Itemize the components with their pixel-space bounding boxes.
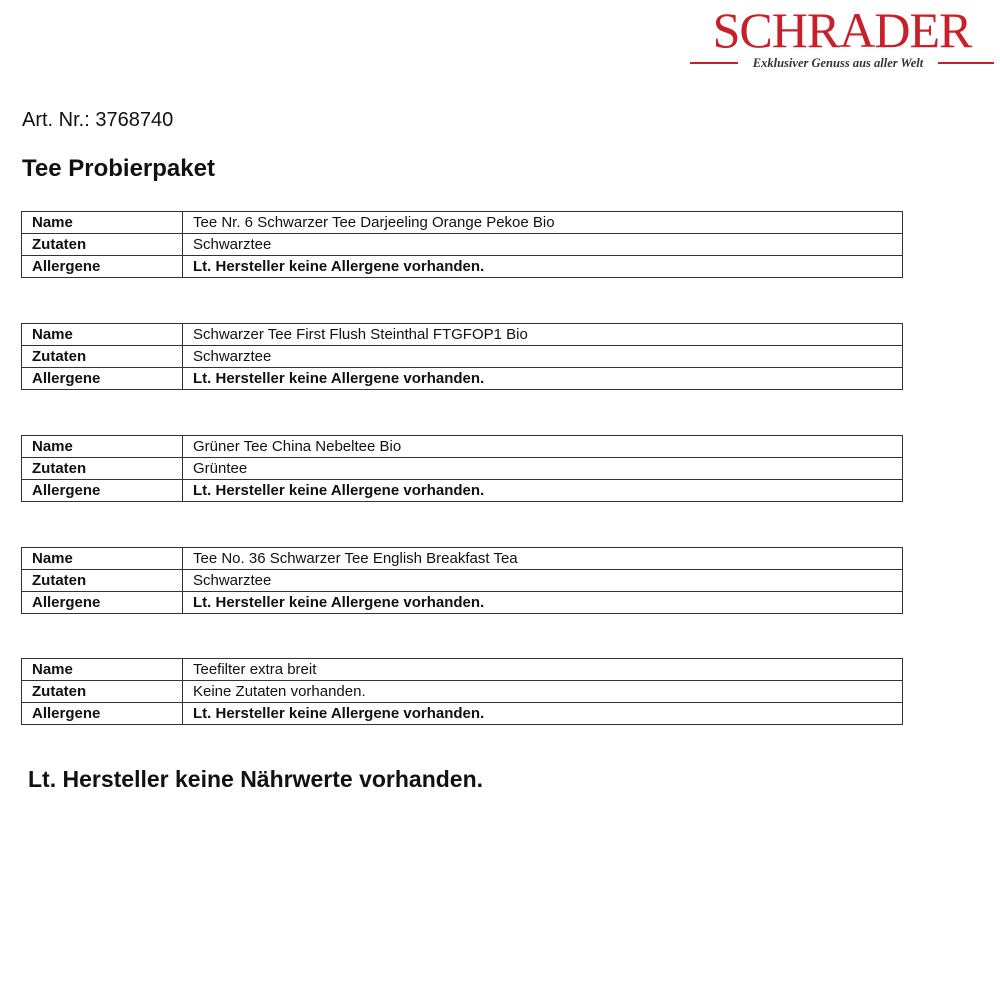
table-row	[22, 570, 903, 592]
product-table	[21, 323, 903, 390]
brand-logo	[690, 2, 994, 70]
table-row	[22, 346, 903, 368]
name-label: Name	[22, 212, 183, 234]
table-row	[22, 703, 903, 725]
table-row	[22, 324, 903, 346]
table-row	[22, 458, 903, 480]
product-ingredients: Grüntee	[183, 458, 903, 480]
allergens-label: Allergene	[22, 703, 183, 725]
product-name: Teefilter extra breit	[183, 659, 903, 681]
product-ingredients: Schwarztee	[183, 346, 903, 368]
article-number: Art. Nr.: 3768740	[22, 109, 174, 131]
product-table	[21, 435, 903, 502]
table-row	[22, 659, 903, 681]
name-label: Name	[22, 324, 183, 346]
logo-rule-left	[690, 62, 738, 64]
table-row	[22, 592, 903, 614]
name-label: Name	[22, 548, 183, 570]
name-label: Name	[22, 659, 183, 681]
product-table	[21, 547, 903, 614]
ingredients-label: Zutaten	[22, 346, 183, 368]
table-row	[22, 681, 903, 703]
table-row	[22, 368, 903, 390]
ingredients-label: Zutaten	[22, 458, 183, 480]
allergens-label: Allergene	[22, 592, 183, 614]
logo-rule-right	[938, 62, 994, 64]
product-allergens: Lt. Hersteller keine Allergene vorhanden.	[183, 256, 903, 278]
brand-name: SCHRADER	[712, 2, 972, 58]
table-row	[22, 480, 903, 502]
table-row	[22, 234, 903, 256]
product-allergens: Lt. Hersteller keine Allergene vorhanden.	[183, 592, 903, 614]
product-table	[21, 211, 903, 278]
product-name: Schwarzer Tee First Flush Steinthal FTGFOP1 Bio	[183, 324, 903, 346]
allergens-label: Allergene	[22, 256, 183, 278]
allergens-label: Allergene	[22, 480, 183, 502]
product-ingredients: Schwarztee	[183, 570, 903, 592]
product-allergens: Lt. Hersteller keine Allergene vorhanden.	[183, 703, 903, 725]
table-row	[22, 212, 903, 234]
ingredients-label: Zutaten	[22, 234, 183, 256]
product-ingredients: Schwarztee	[183, 234, 903, 256]
nutrition-note: Lt. Hersteller keine Nährwerte vorhanden.	[28, 766, 484, 792]
table-row	[22, 256, 903, 278]
product-allergens: Lt. Hersteller keine Allergene vorhanden.	[183, 480, 903, 502]
page-title: Tee Probierpaket	[22, 155, 215, 182]
allergens-label: Allergene	[22, 368, 183, 390]
product-name: Tee Nr. 6 Schwarzer Tee Darjeeling Orange Pekoe Bio	[183, 212, 903, 234]
product-ingredients: Keine Zutaten vorhanden.	[183, 681, 903, 703]
brand-tagline: Exklusiver Genuss aus aller Welt	[752, 56, 924, 70]
product-table	[21, 658, 903, 725]
product-name: Tee No. 36 Schwarzer Tee English Breakfast Tea	[183, 548, 903, 570]
ingredients-label: Zutaten	[22, 681, 183, 703]
table-row	[22, 436, 903, 458]
product-name: Grüner Tee China Nebeltee Bio	[183, 436, 903, 458]
table-row	[22, 548, 903, 570]
product-allergens: Lt. Hersteller keine Allergene vorhanden.	[183, 368, 903, 390]
ingredients-label: Zutaten	[22, 570, 183, 592]
name-label: Name	[22, 436, 183, 458]
